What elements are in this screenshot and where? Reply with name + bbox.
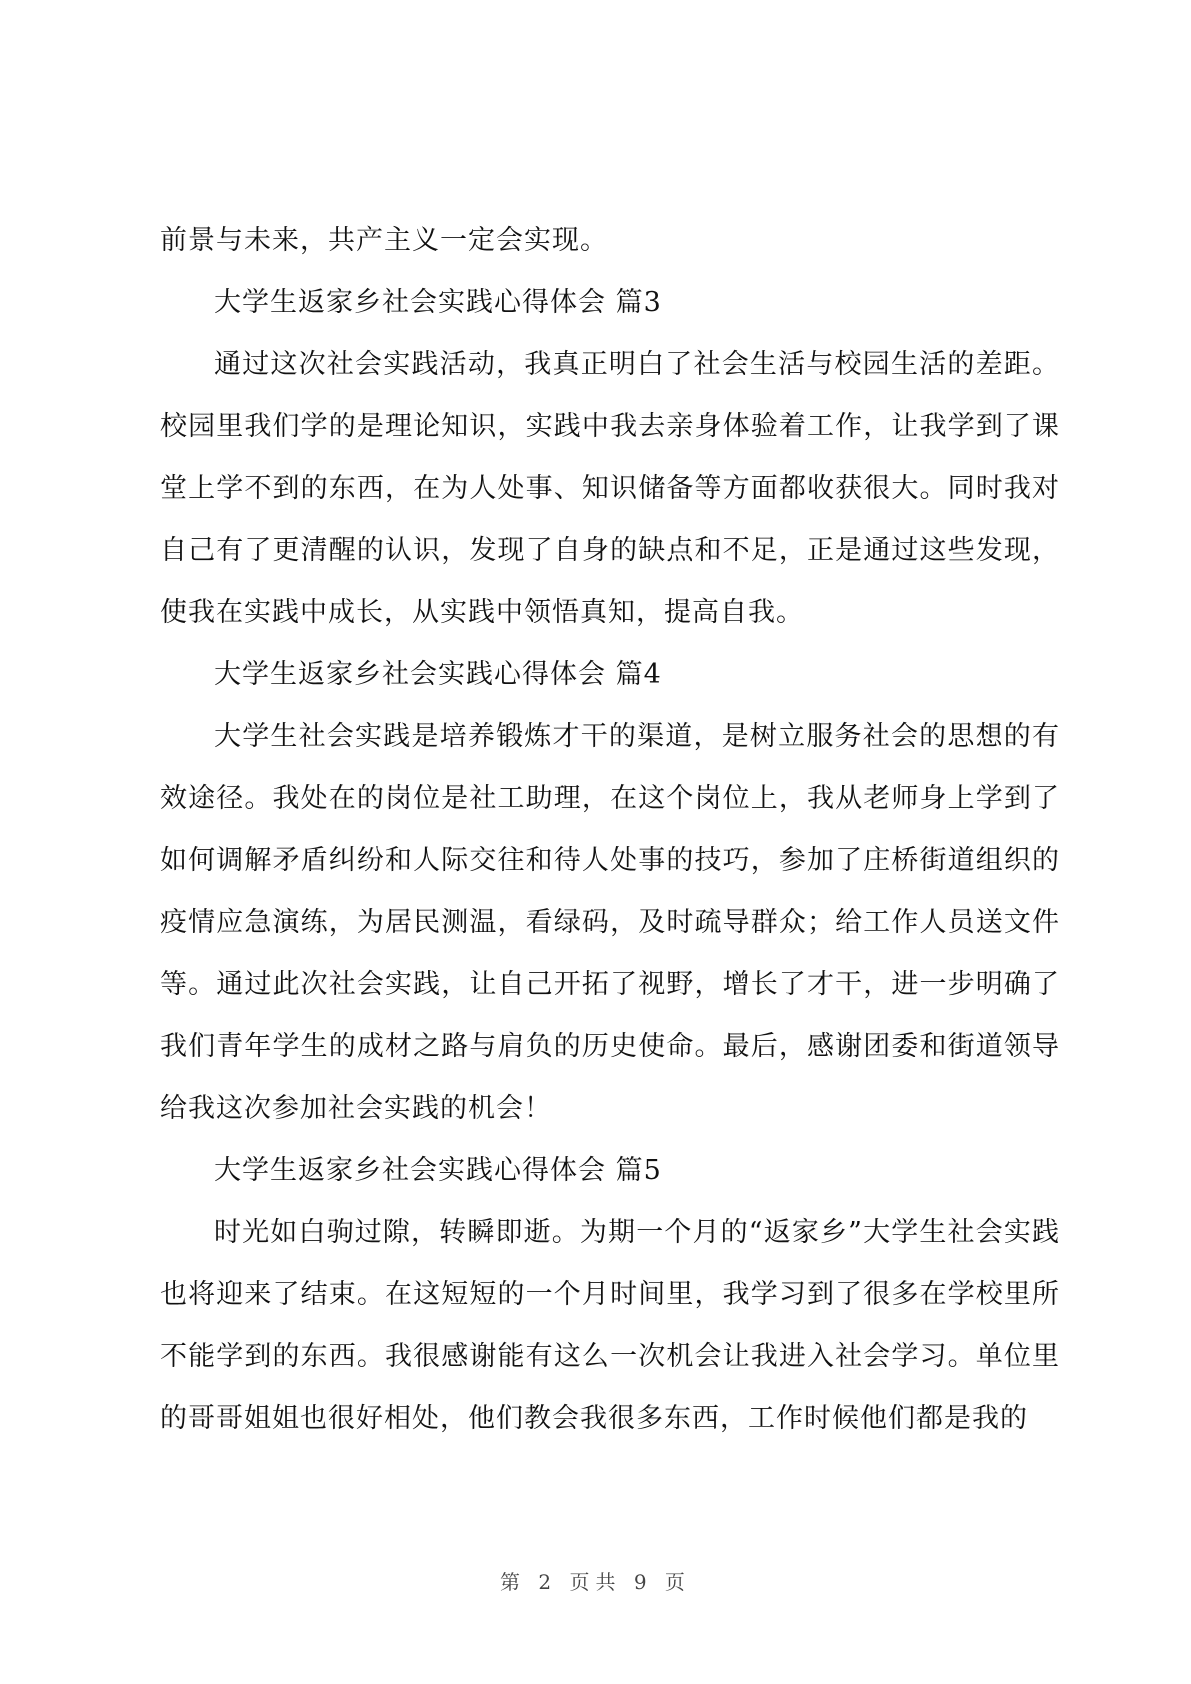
section-heading-4: 大学生返家乡社会实践心得体会 篇4 [214, 659, 662, 690]
section-heading-3: 大学生返家乡社会实践心得体会 篇3 [214, 287, 662, 318]
paragraph-section-3: 通过这次社会实践活动，我真正明白了社会生活与校园生活的差距。校园里我们学的是理论知识，实践中我去亲身体验着工作，让我学到了课堂上学不到的东西，在为人处事、知识储备等方面都收获很大。同时我对自己有了更清醒的认识，发现了自身的缺点和不足，正是通过这些发现，使我在实践中成长，从实践中领悟真知，提高自我。 [160, 349, 1060, 628]
page-footer: 第 2 页共 9 页 [500, 1570, 691, 1594]
paragraph-continuation: 前景与未来，共产主义一定会实现。 [160, 225, 608, 256]
document-body [160, 210, 1060, 1450]
section-heading-5: 大学生返家乡社会实践心得体会 篇5 [214, 1155, 662, 1186]
paragraph-section-4: 大学生社会实践是培养锻炼才干的渠道，是树立服务社会的思想的有效途径。我处在的岗位是社工助理，在这个岗位上，我从老师身上学到了如何调解矛盾纠纷和人际交往和待人处事的技巧，参加了庄桥街道组织的疫情应急演练，为居民测温，看绿码，及时疏导群众；给工作人员送文件等。通过此次社会实践，让自己开拓了视野，增长了才干，进一步明确了我们青年学生的成材之路与肩负的历史使命。最后，感谢团委和街道领导给我这次参加社会实践的机会！ [160, 721, 1060, 1124]
paragraph-section-5: 时光如白驹过隙，转瞬即逝。为期一个月的“返家乡”大学生社会实践也将迎来了结束。在这短短的一个月时间里，我学习到了很多在学校里所不能学到的东西。我很感谢能有这么一次机会让我进入社会学习。单位里的哥哥姐姐也很好相处，他们教会我很多东西，工作时候他们都是我的 [160, 1217, 1060, 1434]
